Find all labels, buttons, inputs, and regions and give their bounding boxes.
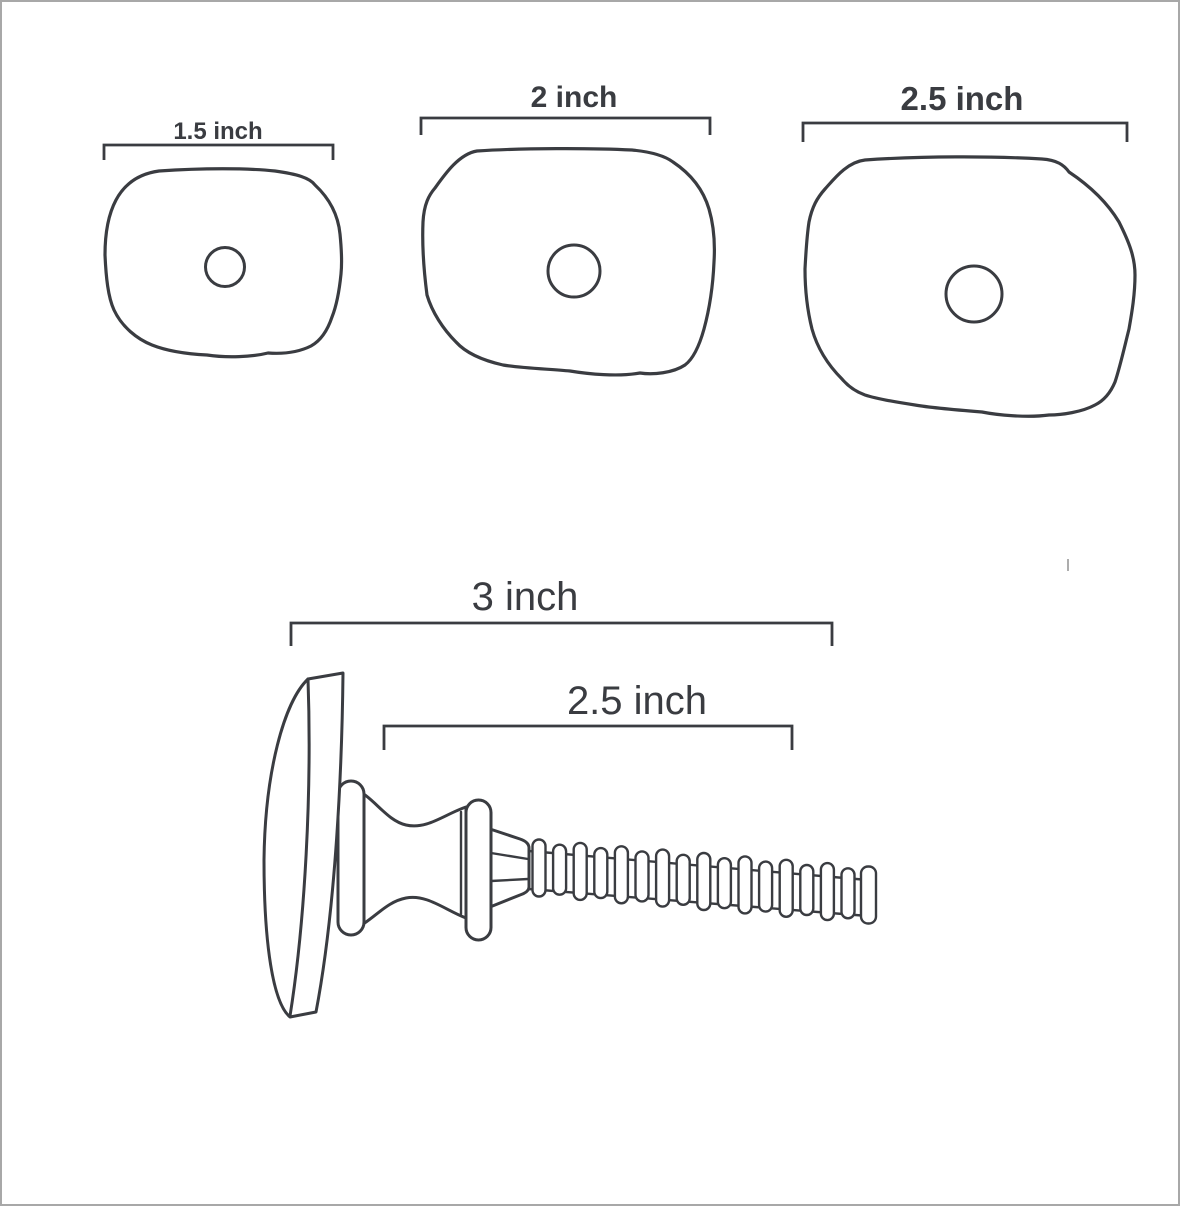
knob-size-diagram [2, 2, 1178, 1204]
thread-rib [615, 846, 628, 903]
thread-rib [553, 845, 566, 895]
hex-nut [490, 829, 529, 907]
thread-rib [697, 853, 710, 910]
thread-rib [842, 868, 855, 918]
knob-base-disc [264, 673, 343, 1017]
thread-rib [656, 850, 669, 907]
washer [466, 800, 491, 940]
size-label-medium: 2 inch [530, 81, 618, 114]
overall-length-label: 3 inch [471, 575, 579, 619]
size-label-small: 1.5 inch [173, 118, 263, 145]
knob-top-view-small [104, 118, 342, 357]
dimension-line-large [803, 123, 1127, 142]
thread-rib [594, 848, 607, 898]
thread-rib [574, 843, 587, 900]
thread-rib [677, 855, 690, 905]
thread-rib [533, 840, 546, 897]
knob-outline-small [105, 169, 342, 357]
stem-outline [351, 787, 466, 931]
thread-rib [780, 860, 793, 917]
screw-length-label: 2.5 inch [566, 679, 708, 723]
disc-outline [264, 673, 343, 1017]
hex-nut-body [490, 829, 529, 907]
knob-stem [351, 787, 466, 931]
dimension-line-overall [291, 623, 832, 646]
dimension-line-medium [421, 118, 710, 135]
knob-outline-large [805, 157, 1135, 416]
knob-outline-medium [423, 149, 715, 375]
size-label-large: 2.5 inch [900, 80, 1024, 117]
thread-rib [718, 858, 731, 908]
thread-rib [800, 865, 813, 915]
thread-rib [739, 856, 752, 913]
knob-top-view-medium [421, 81, 714, 375]
thread-rib [861, 867, 876, 924]
stem-collar [338, 781, 364, 935]
screw-thread [533, 840, 877, 924]
knob-top-view-large [803, 80, 1135, 416]
dimension-line-small [104, 145, 333, 160]
knob-side-view [264, 575, 876, 1017]
thread-rib [821, 863, 834, 920]
thread-rib [759, 862, 772, 912]
thread-rib [636, 851, 649, 901]
dimension-line-screw [384, 726, 792, 750]
